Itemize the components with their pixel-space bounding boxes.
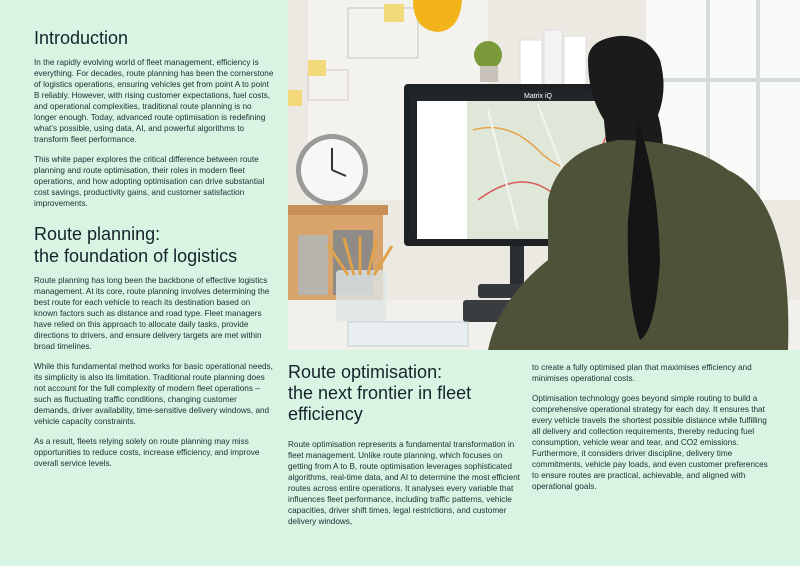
intro-paragraph-2: This white paper explores the critical difference between route planning and route optimisation, their roles in modern fleet operations, and how adopting optimisation can drive substantial cost savings, productivity gains, and customer satisfaction improvements.	[34, 155, 265, 208]
middle-column	[288, 362, 520, 536]
office-photo-illustration	[288, 0, 800, 350]
right-column	[532, 362, 768, 501]
intro-paragraph-1: In the rapidly evolving world of fleet management, efficiency is everything. For decades, route planning has been the cornerstone of logistics operations, ensuring vehicles get from point A to point B reliably. However, with rising customer expectations, fuel costs, and operational complexities, traditional route planning is no longer enough. Today, advanced route optimisation is redefining what’s possible, using data, AI, and powerful algorithms to transform fleet performance.	[34, 58, 274, 144]
left-column	[34, 28, 274, 478]
route-optimisation-paragraph-1: Route optimisation represents a fundamental transformation in fleet management. Unlike route planning, which focuses on getting from A to B, route optimisation leverages sophisticated algorithms, real-time data, and AI to determine the most efficient routes across entire operations. It analyses every variable that influences fleet performance, including traffic patterns, vehicle capacities, driver shift times, legal restrictions, and customer delivery windows,	[288, 440, 520, 526]
introduction-heading: Introduction	[34, 28, 129, 48]
route-optimisation-paragraph-2: to create a fully optimised plan that maximises efficiency and minimises operational costs.	[532, 363, 752, 383]
route-planning-paragraph-3: As a result, fleets relying solely on route planning may miss opportunities to reduce costs, increase efficiency, and improve overall service levels.	[34, 437, 260, 468]
route-optimisation-heading-line2: the next frontier in fleet	[288, 383, 472, 403]
route-optimisation-heading-line1: Route optimisation:	[288, 362, 443, 382]
route-planning-heading	[34, 223, 274, 267]
route-planning-paragraph-2: While this fundamental method works for basic operational needs, its simplicity is also its limitation. Traditional route planning does not account for the full complexity of modern fleet operations – such as fluctuating traffic conditions, changing customer demands, driver availability, time-sensitive delivery windows, and vehicle capacity constraints.	[34, 362, 273, 426]
route-optimisation-heading	[288, 362, 520, 425]
office-photo	[288, 0, 800, 350]
monitor-logo-text: Matrix iQ	[524, 93, 552, 100]
route-planning-heading-line2: the foundation of logistics	[34, 246, 238, 266]
route-planning-heading-line1: Route planning:	[34, 224, 161, 244]
route-optimisation-heading-line3: efficiency	[288, 404, 363, 424]
route-optimisation-paragraph-3: Optimisation technology goes beyond simple routing to build a comprehensive operational strategy for each day. It ensures that every vehicle travels the shortest possible distance while fulfilling all delivery and collection requirements, thereby reducing fuel consumption, vehicle wear and tear, and CO2 emissions. Furthermore, it considers driver discipline, delivery time commitments, vehicle pay loads, and even customer preferences to ensure routes are practical, achievable, and aligned with operational goals.	[532, 394, 768, 491]
route-planning-paragraph-1: Route planning has long been the backbone of effective logistics management. At its core, route planning involves determining the best route for each vehicle to reach its destination based on known factors such as distance and road type. Fleet managers have relied on this approach to allocate daily tasks, provide directions to drivers, and ensure delivery targets are met within broad timelines.	[34, 276, 270, 351]
